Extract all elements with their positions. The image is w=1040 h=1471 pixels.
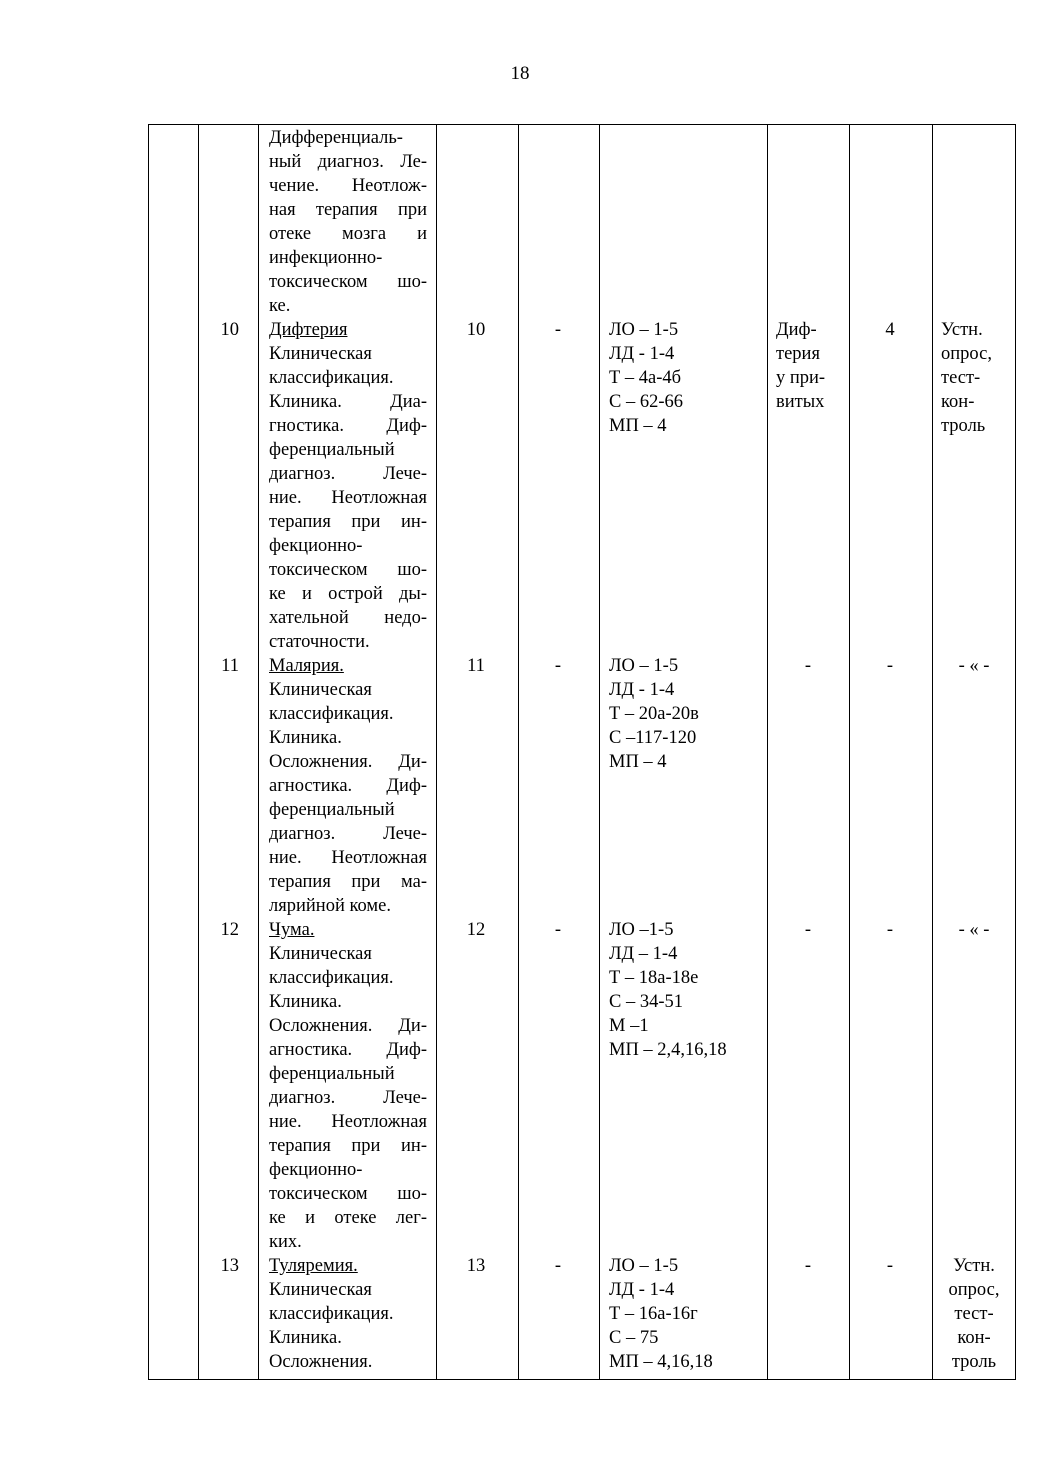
topic-text-line: Дифференциаль- (269, 128, 403, 148)
control-form: тест- (941, 368, 981, 388)
lab-hours: - (554, 1256, 562, 1276)
topic-text-line: Осложнения. Ди- (269, 1016, 427, 1036)
literature-ref: МП – 4 (609, 416, 667, 436)
extra-topic: Диф- (776, 320, 817, 340)
column-divider (599, 125, 600, 1379)
topic-text-line: ференциальный (269, 1064, 395, 1084)
hours: 4 (885, 320, 895, 340)
literature-ref: М –1 (609, 1016, 649, 1036)
topic-text-line: Клиника. Диа- (269, 392, 427, 412)
literature-ref: ЛД – 1-4 (609, 944, 678, 964)
topic-text-line: Клиническая (269, 344, 372, 364)
topic-text-line: агностика. Диф- (269, 776, 427, 796)
literature-ref: Т – 20а-20в (609, 704, 699, 724)
row-number: 13 (220, 1256, 239, 1276)
literature-ref: ЛД - 1-4 (609, 1280, 675, 1300)
topic-text-line: статочности. (269, 632, 370, 652)
topic-text-line: ный диагноз. Ле- (269, 152, 427, 172)
control-form: троль (951, 1352, 997, 1372)
literature-ref: С – 34-51 (609, 992, 683, 1012)
literature-ref: ЛД - 1-4 (609, 680, 675, 700)
extra-topic: витых (776, 392, 825, 412)
topic-text-line: фекционно- (269, 1160, 363, 1180)
hours: - (886, 1256, 894, 1276)
topic-text-line: Осложнения. (269, 1352, 373, 1372)
literature-ref: С – 75 (609, 1328, 659, 1348)
topic-text-line: ференциальный (269, 800, 395, 820)
literature-ref: ЛД - 1-4 (609, 344, 675, 364)
topic-text-line: токсическом шо- (269, 1184, 427, 1204)
control-form: Устн. (941, 320, 983, 340)
topic-text-line: классификация. (269, 968, 394, 988)
topic-text-line: терапия при ин- (269, 1136, 427, 1156)
topic-text-line: классификация. (269, 1304, 394, 1324)
literature-ref: ЛО – 1-5 (609, 320, 679, 340)
topic-text-line: ная терапия при (269, 200, 427, 220)
topic-text-line: фекционно- (269, 536, 363, 556)
column-divider (932, 125, 933, 1379)
topic-text-line: ние. Неотложная (269, 488, 427, 508)
lab-hours: - (554, 320, 562, 340)
control-form: тест- (954, 1304, 994, 1324)
extra-topic: терия (776, 344, 820, 364)
literature-ref: МП – 2,4,16,18 (609, 1040, 727, 1060)
topic-text-line: терапия при ма- (269, 872, 427, 892)
topic-text-line: Клиника. (269, 992, 342, 1012)
control-form: - « - (958, 656, 990, 676)
column-divider (518, 125, 519, 1379)
topic-text-line: ке. (269, 296, 291, 316)
topic-title: Туляремия. (269, 1256, 358, 1276)
control-form: Устн. (953, 1256, 995, 1276)
topic-text-line: диагноз. Лече- (269, 1088, 427, 1108)
literature-ref: МП – 4 (609, 752, 667, 772)
row-number: 11 (221, 656, 239, 676)
control-form: троль (941, 416, 986, 436)
control-form: кон- (957, 1328, 991, 1348)
topic-text-line: агностика. Диф- (269, 1040, 427, 1060)
topic-text-line: терапия при ин- (269, 512, 427, 532)
page-number: 18 (510, 63, 530, 84)
topic-text-line: токсическом шо- (269, 272, 427, 292)
extra-topic: - (804, 656, 812, 676)
control-form: опрос, (948, 1280, 1000, 1300)
row-number: 12 (220, 920, 239, 940)
hours: - (886, 920, 894, 940)
row-number: 10 (220, 320, 239, 340)
literature-ref: Т – 16а-16г (609, 1304, 698, 1324)
topic-text-line: ке и острой ды- (269, 584, 427, 604)
column-divider (436, 125, 437, 1379)
hours: - (886, 656, 894, 676)
extra-topic: - (804, 920, 812, 940)
topic-text-line: отеке мозга и (269, 224, 427, 244)
session-number: 10 (466, 320, 486, 340)
lab-hours: - (554, 920, 562, 940)
literature-ref: Т – 18а-18е (609, 968, 699, 988)
topic-text-line: ференциальный (269, 440, 395, 460)
topic-text-line: ние. Неотложная (269, 1112, 427, 1132)
topic-text-line: гностика. Диф- (269, 416, 427, 436)
topic-text-line: инфекционно- (269, 248, 383, 268)
topic-text-line: Клиника. (269, 728, 342, 748)
topic-text-line: лярийной коме. (269, 896, 391, 916)
extra-topic: у при- (776, 368, 826, 388)
literature-ref: С –117-120 (609, 728, 697, 748)
topic-title: Чума. (269, 920, 315, 940)
column-divider (849, 125, 850, 1379)
column-divider (258, 125, 259, 1379)
literature-ref: ЛО – 1-5 (609, 1256, 679, 1276)
topic-text-line: токсическом шо- (269, 560, 427, 580)
topic-text-line: хательной недо- (269, 608, 427, 628)
control-form: - « - (958, 920, 990, 940)
topic-text-line: Клиническая (269, 680, 372, 700)
literature-ref: Т – 4а-4б (609, 368, 682, 388)
session-number: 12 (466, 920, 486, 940)
extra-topic: - (804, 1256, 812, 1276)
control-form: кон- (941, 392, 975, 412)
topic-text-line: чение. Неотлож- (269, 176, 427, 196)
topic-title: Дифтерия (269, 320, 348, 340)
topic-text-line: Клиническая (269, 1280, 372, 1300)
literature-ref: ЛО –1-5 (609, 920, 674, 940)
lab-hours: - (554, 656, 562, 676)
literature-ref: МП – 4,16,18 (609, 1352, 713, 1372)
topic-text-line: Клиника. (269, 1328, 342, 1348)
topic-text-line: Клиническая (269, 944, 372, 964)
session-number: 13 (466, 1256, 486, 1276)
column-divider (767, 125, 768, 1379)
column-divider (198, 125, 199, 1379)
session-number: 11 (467, 656, 485, 676)
topic-title: Малярия. (269, 656, 344, 676)
control-form: опрос, (941, 344, 992, 364)
literature-ref: ЛО – 1-5 (609, 656, 679, 676)
literature-ref: С – 62-66 (609, 392, 683, 412)
topic-text-line: ке и отеке лег- (269, 1208, 427, 1228)
topic-text-line: ких. (269, 1232, 302, 1252)
topic-text-line: классификация. (269, 368, 394, 388)
topic-text-line: диагноз. Лече- (269, 464, 427, 484)
topic-text-line: классификация. (269, 704, 394, 724)
topic-text-line: ние. Неотложная (269, 848, 427, 868)
topic-text-line: диагноз. Лече- (269, 824, 427, 844)
topic-text-line: Осложнения. Ди- (269, 752, 427, 772)
